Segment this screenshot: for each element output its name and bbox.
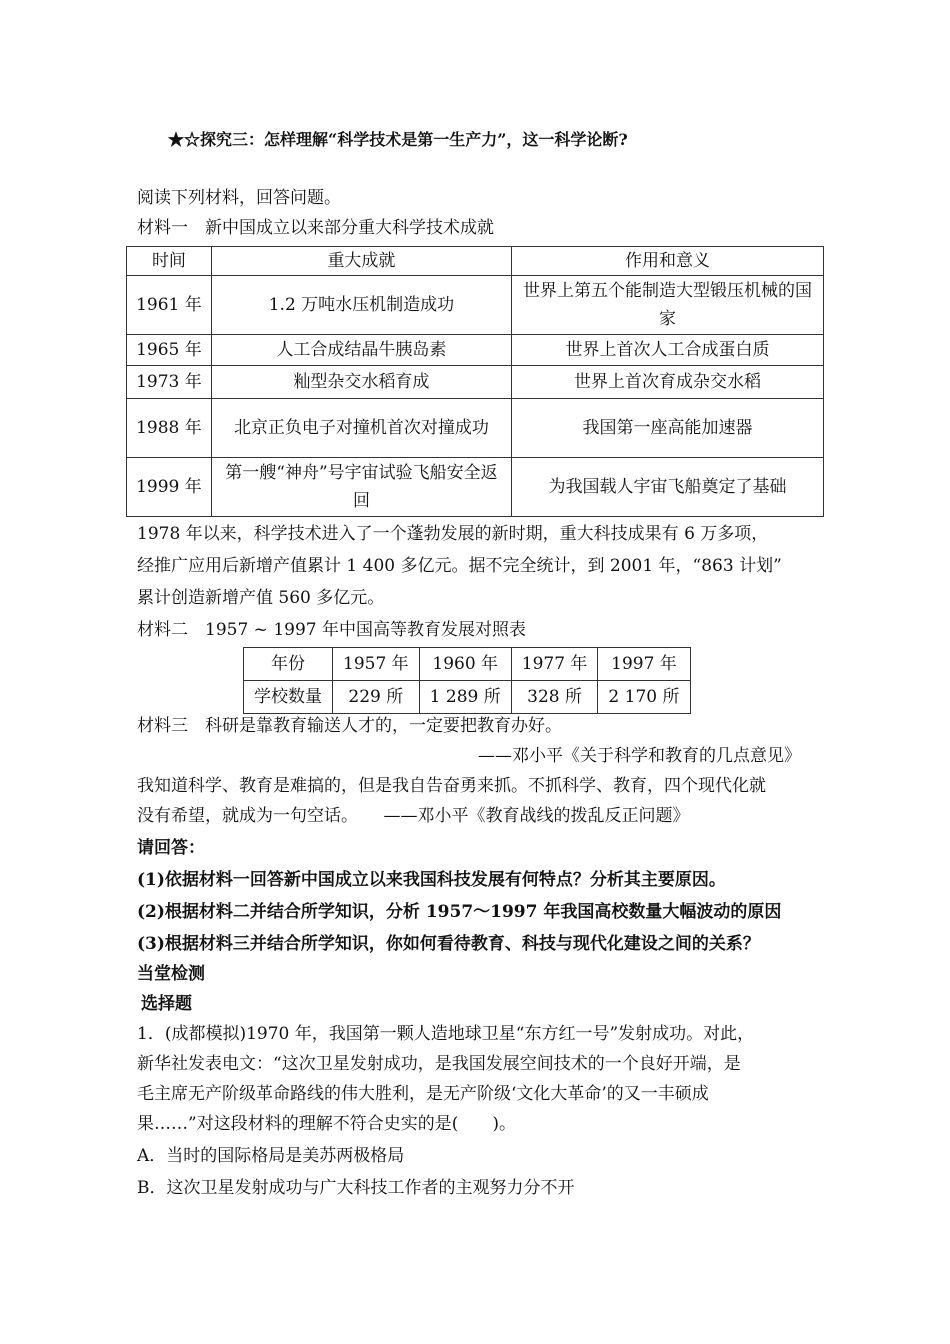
table-row — [127, 335, 824, 366]
row-meaning: 我国第一座高能加速器 — [512, 399, 824, 458]
material2-title: 材料二 1957 ~ 1997 年中国高等教育发展对照表 — [137, 620, 526, 640]
table-row — [127, 366, 824, 399]
header-achievement: 重大成就 — [211, 247, 511, 276]
school-count: 1 289 所 — [419, 681, 511, 714]
question-2: (2)根据材料二并结合所学知识，分析 1957～1997 年我国高校数量大幅波动的原因 — [137, 902, 782, 922]
row-year: 1965 年 — [127, 335, 212, 366]
option-b: B．这次卫星发射成功与广大科技工作者的主观努力分不开 — [137, 1178, 575, 1198]
material1-note-line: 累计创造新增产值 560 多亿元。 — [137, 588, 385, 608]
table-row — [127, 458, 824, 517]
intro-text: 阅读下列材料，回答问题。 — [137, 188, 341, 208]
header-year: 1997 年 — [598, 648, 690, 681]
practice-question-line: 果……”对这段材料的理解不符合史实的是( )。 — [137, 1114, 516, 1134]
table-row — [244, 681, 691, 714]
header-year: 1957 年 — [333, 648, 420, 681]
row-year: 1988 年 — [127, 399, 212, 458]
material1-note-line: 经推广应用后新增产值累计 1 400 多亿元。据不完全统计，到 2001 年，“863 计划” — [137, 556, 782, 576]
school-count: 328 所 — [511, 681, 598, 714]
table-row — [127, 399, 824, 458]
row-achievement: 人工合成结晶牛胰岛素 — [211, 335, 511, 366]
row-achievement: 1.2 万吨水压机制造成功 — [211, 276, 511, 335]
question-1: (1)依据材料一回答新中国成立以来我国科技发展有何特点？分析其主要原因。 — [137, 870, 726, 890]
row-meaning: 世界上第五个能制造大型锻压机械的国家 — [512, 276, 824, 335]
material3-source1: ——邓小平《关于科学和教育的几点意见》 — [478, 746, 801, 766]
row-year: 1973 年 — [127, 366, 212, 399]
material1-title: 材料一 新中国成立以来部分重大科学技术成就 — [137, 218, 494, 238]
row-label: 学校数量 — [244, 681, 333, 714]
row-achievement: 北京正负电子对撞机首次对撞成功 — [211, 399, 511, 458]
material3-line1: 材料三 科研是靠教育输送人才的，一定要把教育办好。 — [137, 716, 562, 736]
school-count: 229 所 — [333, 681, 420, 714]
material3-line3: 没有希望，就成为一句空话。 ——邓小平《教育战线的拨乱反正问题》 — [137, 806, 690, 826]
row-meaning: 世界上首次育成杂交水稻 — [512, 366, 824, 399]
table-row — [127, 276, 824, 335]
row-year: 1961 年 — [127, 276, 212, 335]
header-year: 1960 年 — [419, 648, 511, 681]
section-title: 当堂检测 — [137, 964, 205, 984]
practice-question-line: 毛主席无产阶级革命路线的伟大胜利，是无产阶级‘文化大革命’的又一丰硕成 — [137, 1084, 709, 1104]
row-meaning: 为我国载人宇宙飞船奠定了基础 — [512, 458, 824, 517]
inquiry-heading: ★☆探究三：怎样理解“科学技术是第一生产力”，这一科学论断? — [168, 130, 628, 149]
practice-question-line: 新华社发表电文：“这次卫星发射成功，是我国发展空间技术的一个良好开端，是 — [137, 1054, 741, 1074]
header-time: 时间 — [127, 247, 212, 276]
row-year: 1999 年 — [127, 458, 212, 517]
achievements-table — [126, 246, 824, 517]
education-table — [243, 647, 691, 714]
table-header-row — [127, 247, 824, 276]
option-a: A．当时的国际格局是美苏两极格局 — [137, 1146, 405, 1166]
material1-note-line: 1978 年以来，科学技术进入了一个蓬勃发展的新时期，重大科技成果有 6 万多项， — [137, 524, 769, 544]
row-achievement: 籼型杂交水稻育成 — [211, 366, 511, 399]
subsection-title: 选择题 — [141, 994, 192, 1014]
practice-question-line: 1．(成都模拟)1970 年，我国第一颗人造地球卫星“东方红一号”发射成功。对此， — [137, 1024, 755, 1044]
questions-prompt: 请回答： — [137, 838, 205, 858]
header-year: 1977 年 — [511, 648, 598, 681]
question-3: (3)根据材料三并结合所学知识，你如何看待教育、科技与现代化建设之间的关系？ — [137, 934, 760, 954]
row-meaning: 世界上首次人工合成蛋白质 — [512, 335, 824, 366]
header-year-label: 年份 — [244, 648, 333, 681]
header-meaning: 作用和意义 — [512, 247, 824, 276]
table-row — [244, 648, 691, 681]
school-count: 2 170 所 — [598, 681, 690, 714]
material3-line2: 我知道科学、教育是难搞的，但是我自告奋勇来抓。不抓科学、教育，四个现代化就 — [137, 776, 766, 796]
row-achievement: 第一艘“神舟”号宇宙试验飞船安全返回 — [211, 458, 511, 517]
